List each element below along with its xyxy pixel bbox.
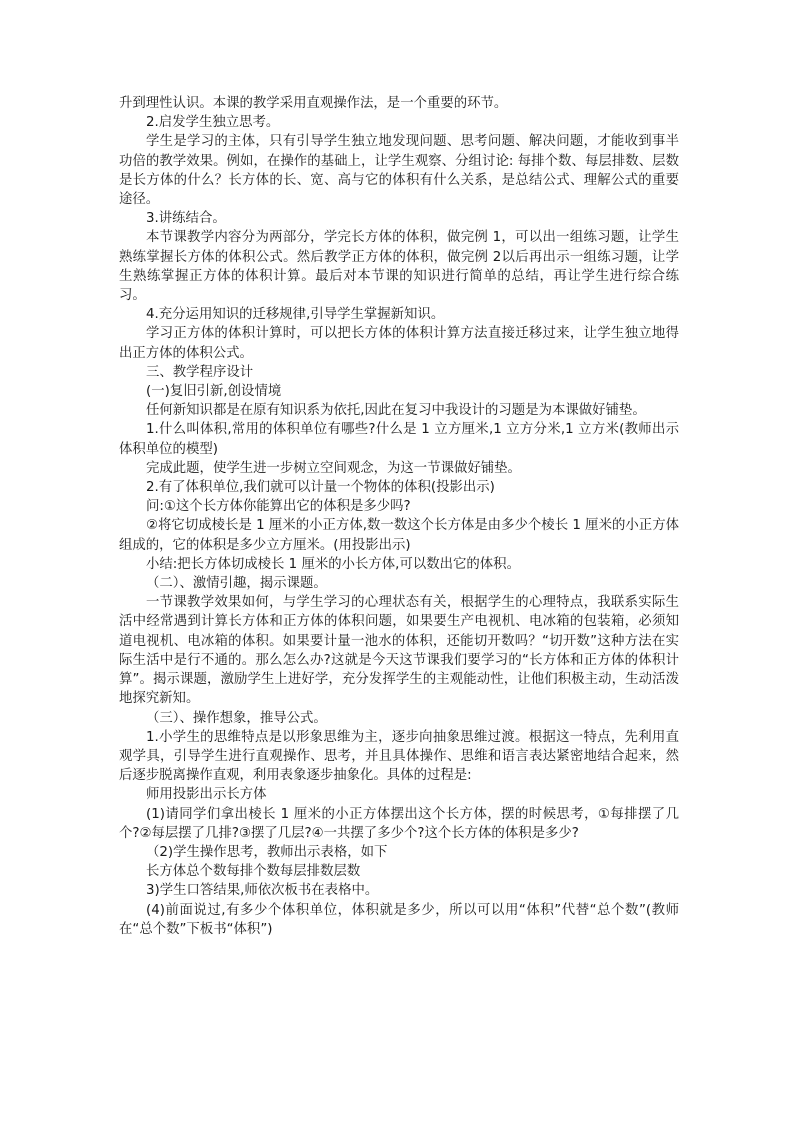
paragraph: （2)学生操作思考，教师出示表格，如下 — [146, 844, 388, 860]
subsection-heading: (一)复旧引新,创设情境 — [146, 384, 282, 400]
paragraph: 一节课教学效果如何，与学生学习的心理状态有关，根据学生的心理特点，我联系实际生活中经常遇到计算长方体和正方体的体积问题，如果要生产电视机、电冰箱的包装箱，必须知道电视机、电冰箱的体积。如果要计量一池水的体积，还能切开数吗？“切开数”这种方法在实际生活中是行不通的。那么怎么办?这就是今天这节课我们要学习的“长方体和正方体的体积计算”。揭示课题，激励学生上进好学，充分发挥学生的主观能动性，让他们积极主动，生动活泼地探究新知。 — [119, 595, 679, 707]
paragraph: 1.小学生的思维特点是以形象思维为主，逐步向抽象思维过渡。根据这一特点，先利用直观学具，引导学生进行直观操作、思考，并且具体操作、思维和语言表达紧密地结合起来，然后逐步脱离操作直观，利用表象逐步抽象化。具体的过程是: — [119, 729, 679, 784]
paragraph: 师用投影出示长方体 — [146, 787, 267, 803]
paragraph: 问:①这个长方体你能算出它的体积是多少吗? — [146, 499, 411, 515]
section-heading: 三、教学程序设计 — [146, 364, 254, 380]
paragraph: 2.有了体积单位,我们就可以计量一个物体的体积(投影出示) — [146, 480, 495, 496]
paragraph: 完成此题，使学生进一步树立空间观念，为这一节课做好铺垫。 — [146, 460, 521, 476]
paragraph: (4)前面说过,有多少个体积单位，体积就是多少，所以可以用“体积”代替“总个数”(教师在“总个数”下板书“体积”) — [119, 902, 679, 937]
paragraph: 3)学生口答结果,师依次板书在表格中。 — [146, 883, 379, 899]
paragraph: ②将它切成棱长是 1 厘米的小正方体,数一数这个长方体是由多少个棱长 1 厘米的小正方体组成的，它的体积是多少立方厘米。(用投影出示) — [119, 518, 679, 553]
subsection-heading: （三）、操作想象，推导公式。 — [146, 710, 327, 726]
paragraph: 任何新知识都是在原有知识系为依托,因此在复习中我设计的习题是为本课做好铺垫。 — [146, 403, 646, 419]
subsection-heading: （二）、激情引趣，揭示课题。 — [146, 576, 327, 592]
paragraph: (1)请同学们拿出棱长 1 厘米的小正方体摆出这个长方体，摆的时候思考，①每排摆了几个?②每层摆了几排?③摆了几层?④一共摆了多少个?这个长方体的体积是多少? — [119, 806, 679, 841]
paragraph: 小结:把长方体切成棱长 1 厘米的小长方体,可以数出它的体积。 — [146, 556, 520, 572]
section-heading: 4.充分运用知识的迁移规律,引导学生掌握新知识。 — [146, 307, 445, 323]
paragraph: 学习正方体的体积计算时，可以把长方体的体积计算方法直接迁移过来，让学生独立地得出正方体的体积公式。 — [119, 326, 679, 361]
table-header-line: 长方体总个数每排个数每层排数层数 — [146, 864, 361, 880]
document-page — [119, 94, 679, 939]
paragraph: 本节课教学内容分为两部分，学完长方体的体积，做完例 1，可以出一组练习题，让学生熟练掌握长方体的体积公式。然后教学正方体的体积，做完例 2以后再出示一组练习题，让学生熟练掌握正方体的体积计算。最后对本节课的知识进行简单的总结，再让学生进行综合练习。 — [119, 230, 679, 304]
paragraph: 升到理性认识。本课的教学采用直观操作法，是一个重要的环节。 — [119, 96, 508, 111]
paragraph: 1.什么叫体积,常用的体积单位有哪些?什么是 1 立方厘米,1 立方分米,1 立方米(教师出示体积单位的模型) — [119, 422, 679, 457]
paragraph: 学生是学习的主体，只有引导学生独立地发现问题、思考问题、解决问题，才能收到事半功倍的教学效果。例如，在操作的基础上，让学生观察、分组讨论: 每排个数、每层排数、层数是长方体的什么？长方体的长、宽、高与它的体积有什么关系，是总结公式、理解公式的重要途径。 — [119, 134, 679, 208]
section-heading: 2.启发学生独立思考。 — [146, 115, 280, 131]
section-heading: 3.讲练结合。 — [146, 211, 226, 227]
